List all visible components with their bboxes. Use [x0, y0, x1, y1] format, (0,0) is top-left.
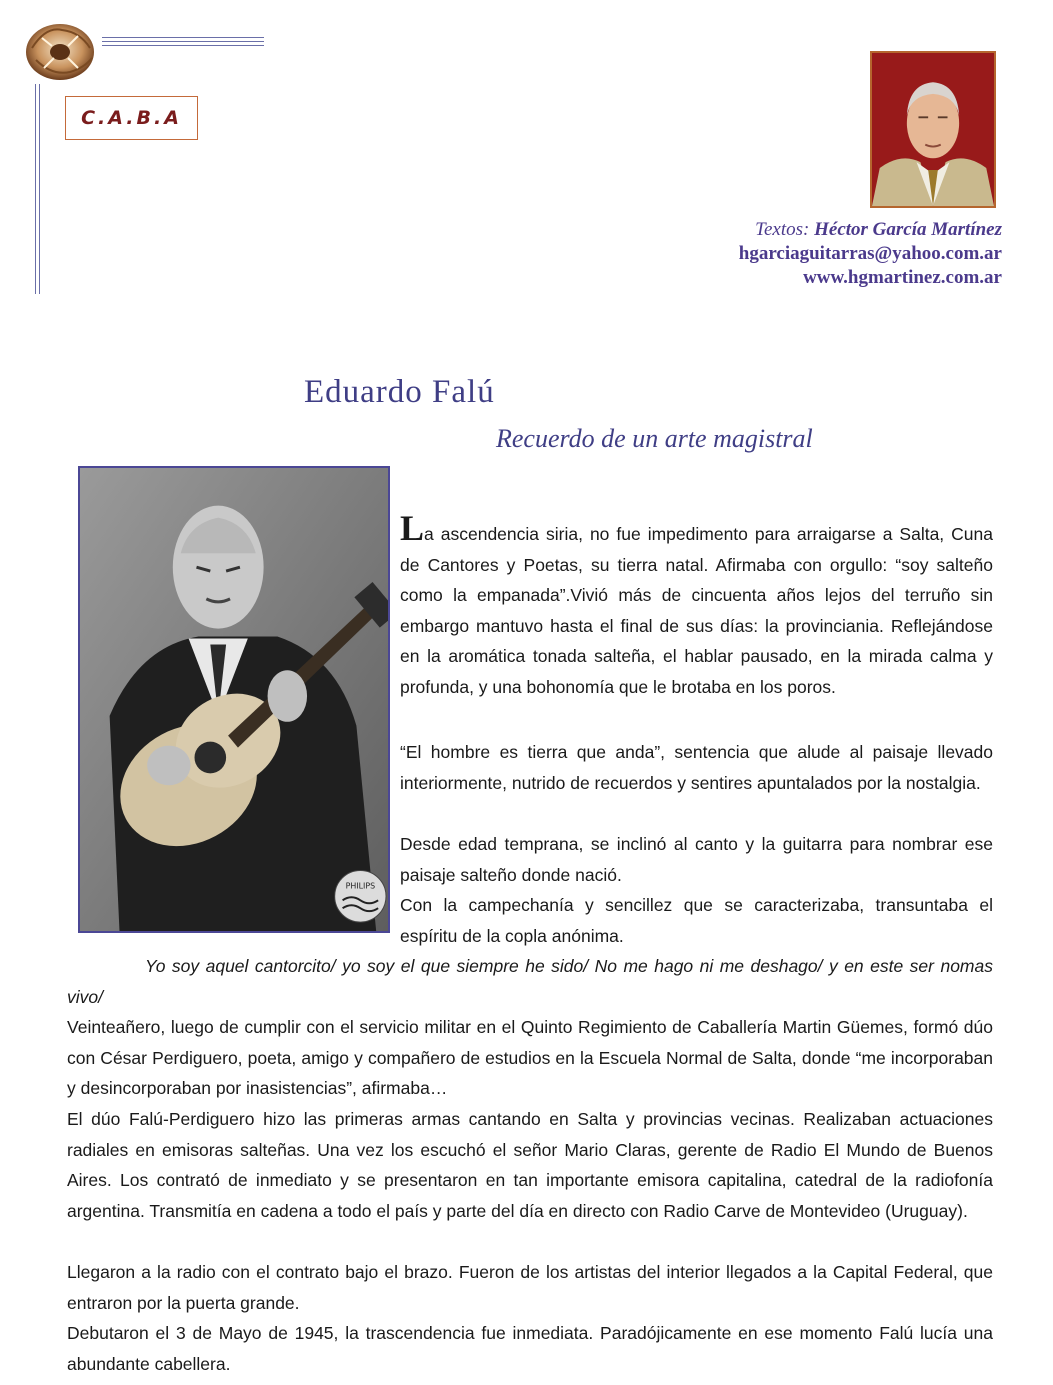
paragraph: [400, 508, 993, 702]
paragraph: “El hombre es tierra que anda”, sentencia que alude al paisaje llevado interiormente, nutrido de recuerdos y sentires apuntalados por la nostalgia.: [400, 742, 993, 793]
author-website[interactable]: www.hgmartinez.com.ar: [803, 267, 1002, 288]
section-label-box: [65, 96, 198, 140]
paragraph: Llegaron a la radio con el contrato bajo el brazo. Fueron de los artistas del interior llegados a la Capital Federal, que entraron por la puerta grande.: [67, 1262, 993, 1313]
author-portrait: [870, 51, 996, 208]
header-rule: [102, 45, 264, 46]
drop-cap: L: [400, 508, 425, 548]
author-credits: [739, 218, 1002, 290]
guitarist-photo: [78, 466, 390, 933]
author-email[interactable]: hgarciaguitarras@yahoo.com.ar: [738, 243, 1002, 264]
header-rule: [102, 37, 264, 38]
paragraph: Veinteañero, luego de cumplir con el servicio militar en el Quinto Regimiento de Caballería Martin Güemes, formó dúo con César Perdiguero, poeta, amigo y compañero de estudios en la Escuela Normal de Salta, donde “me incorporaban y desincorporaban por inasistencias”, afirmaba…: [67, 1017, 993, 1098]
side-rule: [35, 84, 36, 294]
quote: Yo soy aquel cantorcito/ yo soy el que siempre he sido/ No me hago ni me deshago/ y en este ser nomas vivo/: [67, 956, 993, 1007]
paragraph: Debutaron el 3 de Mayo de 1945, la trascendencia fue inmediata. Paradójicamente en ese momento Falú lucía una abundante cabellera.: [67, 1323, 993, 1374]
credit-prefix: Textos:: [755, 219, 810, 240]
section-label: C.A.B.A: [81, 107, 182, 129]
author-name: Héctor García Martínez: [814, 219, 1002, 240]
article-title: Eduardo Falú: [304, 374, 495, 410]
magazine-logo: [22, 18, 98, 84]
side-rule: [39, 84, 40, 294]
header-rule: [102, 41, 264, 42]
record-label: PHILIPS: [345, 881, 376, 891]
paragraph: El dúo Falú-Perdiguero hizo las primeras armas cantando en Salta y provincias vecinas. Realizaban actuaciones radiales en emisoras salteñas. Una vez los escuchó el señor Mario Claras, gerente de Radio El Mundo de Buenos Aires. Los contrató de inmediato y se presentaron en tan importante emisora capitalina, catedral de la radiofonía argentina. Transmitía en cadena a todo el país y parte del día en directo con Radio Carve de Montevideo (Uruguay).: [67, 1109, 993, 1221]
paragraph: Con la campechanía y sencillez que se caracterizaba, transuntaba el espíritu de la copla anónima.: [400, 895, 993, 946]
paragraph-text: a ascendencia siria, no fue impedimento para arraigarse a Salta, Cuna de Cantores y Poetas, su tierra natal. Afirmaba con orgullo: “soy salteño como la empanada”.Vivió más de cincuenta años lejos del terruño sin embargo mantuvo hasta el final de sus días: la provinciania. Reflejándose en la aromática tonada salteña, el hablar pausado, en la mirada calma y profunda, y una bohonomía que le brotaba en los poros.: [400, 524, 993, 697]
credit-line: [739, 218, 1002, 242]
article-subtitle: Recuerdo de un arte magistral: [496, 424, 813, 453]
paragraph: Desde edad temprana, se inclinó al canto y la guitarra para nombrar ese paisaje salteño donde nació.: [400, 834, 993, 885]
